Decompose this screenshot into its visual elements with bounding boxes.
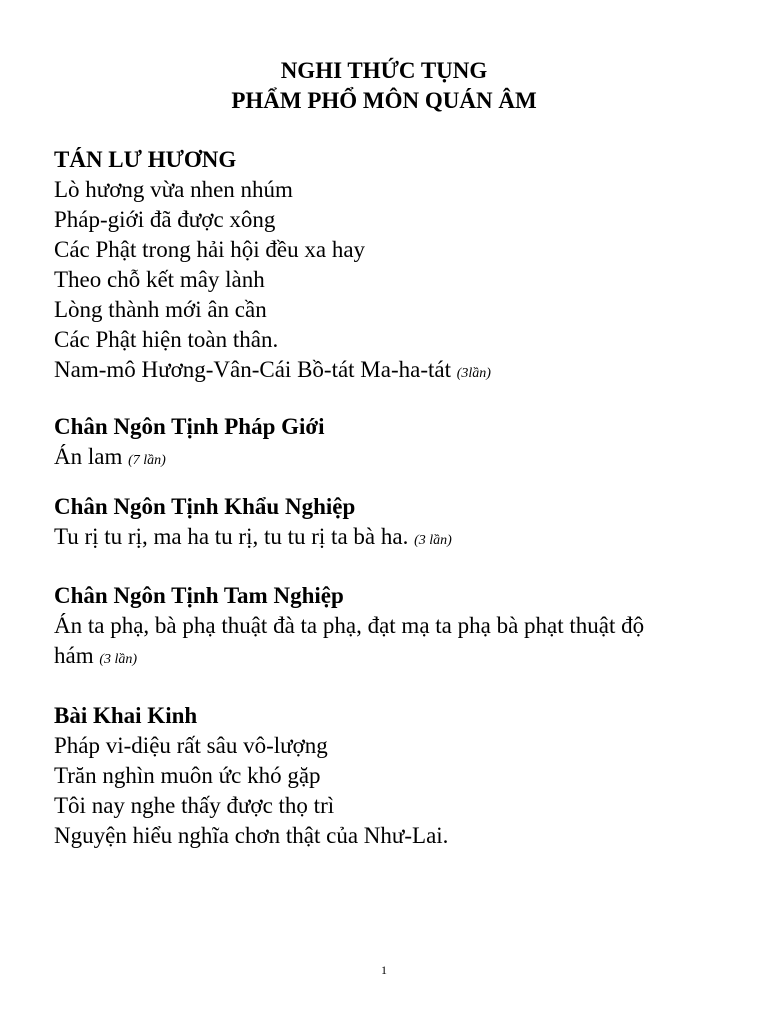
verse-line: Nguyện hiểu nghĩa chơn thật của Như-Lai. xyxy=(54,823,449,848)
mantra-text: Án lam xyxy=(54,444,123,469)
verse-text: Nam-mô Hương-Vân-Cái Bồ-tát Ma-ha-tát xyxy=(54,357,451,382)
verse-line: Lò hương vừa nhen nhúm xyxy=(54,177,293,202)
verse-line: Các Phật trong hải hội đều xa hay xyxy=(54,237,366,262)
section-tan-lu-huong xyxy=(54,145,734,389)
document-title-line2: PHẨM PHỔ MÔN QUÁN ÂM xyxy=(231,88,537,113)
verse-line: Các Phật hiện toàn thân. xyxy=(54,327,279,352)
verse-line: Lòng thành mới ân cần xyxy=(54,297,267,322)
section-heading: TÁN LƯ HƯƠNG xyxy=(54,147,237,172)
verse-line: Theo chỗ kết mây lành xyxy=(54,267,265,292)
repetition-note: (7 lần) xyxy=(128,453,166,468)
mantra-line xyxy=(54,442,734,476)
repetition-note: (3lần) xyxy=(456,366,491,381)
mantra-text: Tu rị tu rị, ma ha tu rị, tu tu rị ta bà ha. xyxy=(54,524,409,549)
section-heading: Chân Ngôn Tịnh Khẩu Nghiệp xyxy=(54,494,356,519)
section-heading: Chân Ngôn Tịnh Pháp Giới xyxy=(54,414,325,439)
verse-line-with-note xyxy=(54,355,734,389)
verse-line: Pháp vi-diệu rất sâu vô-lượng xyxy=(54,733,328,758)
page-number: 1 xyxy=(381,963,387,977)
mantra-line: Án ta phạ, bà phạ thuật đà ta phạ, đạt mạ ta phạ bà phạt thuật độ xyxy=(54,613,645,638)
mantra-text: hám xyxy=(54,643,94,668)
section-heading: Chân Ngôn Tịnh Tam Nghiệp xyxy=(54,583,344,608)
section-tinh-phap-gioi xyxy=(54,412,734,476)
repetition-note: (3 lần) xyxy=(99,652,138,667)
verse-line: Trăn nghìn muôn ức khó gặp xyxy=(54,763,321,788)
section-bai-khai-kinh xyxy=(54,701,734,851)
section-tinh-tam-nghiep xyxy=(54,581,734,675)
mantra-line xyxy=(54,641,734,675)
repetition-note: (3 lần) xyxy=(414,533,452,548)
verse-line: Pháp-giới đã được xông xyxy=(54,207,276,232)
document-title-line1: NGHI THỨC TỤNG xyxy=(280,58,488,83)
mantra-line xyxy=(54,522,734,556)
section-tinh-khau-nghiep xyxy=(54,492,734,556)
verse-line: Tôi nay nghe thấy được thọ trì xyxy=(54,793,335,818)
section-heading: Bài Khai Kinh xyxy=(54,703,198,728)
